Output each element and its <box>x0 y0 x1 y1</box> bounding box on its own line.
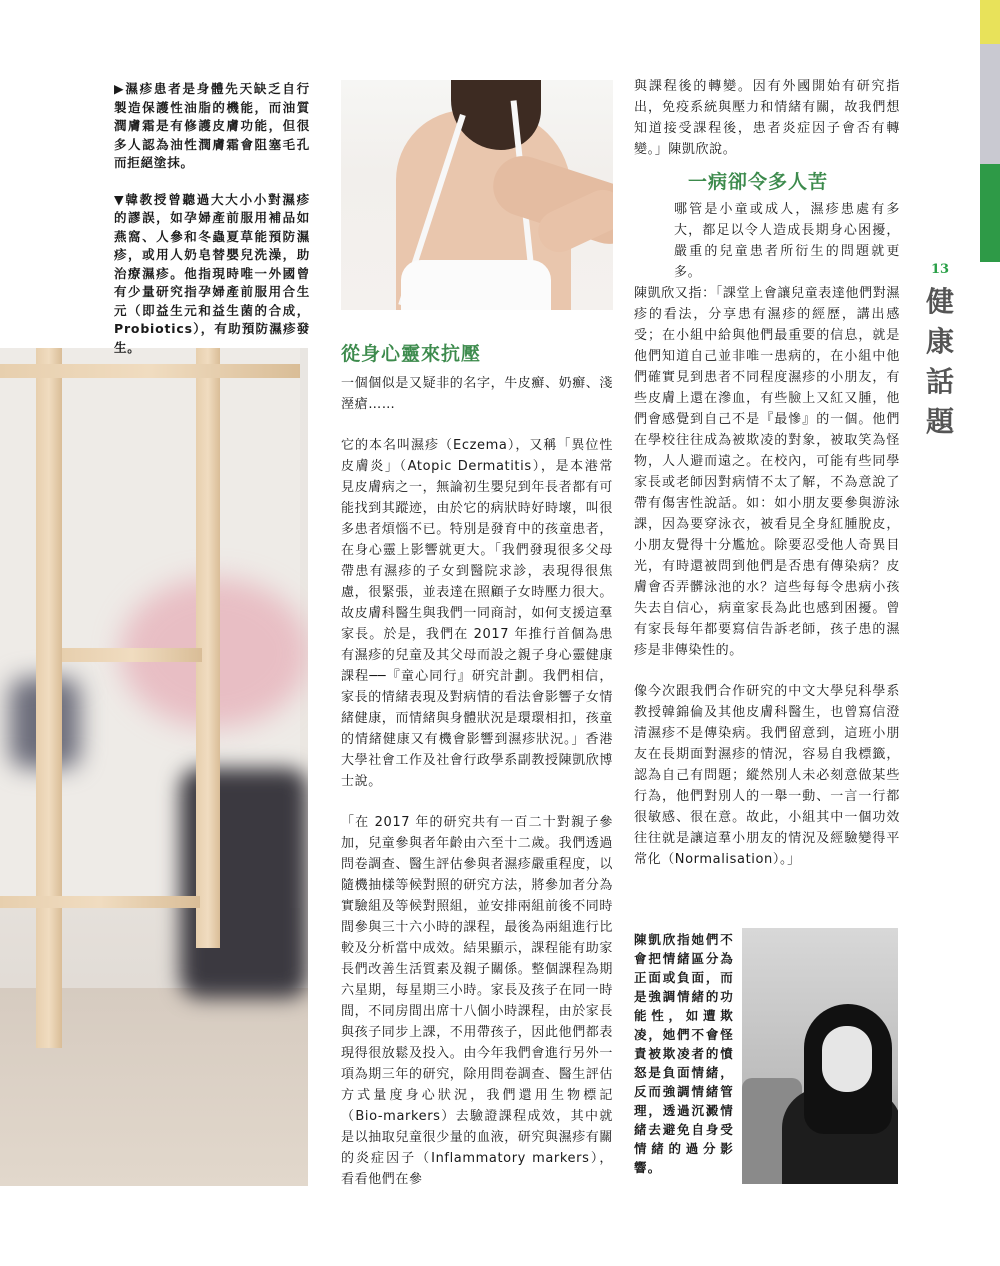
right-intro: 與課程後的轉變。因有外國開始有研究指出，免疫系統與壓力和情緒有關，故我們想知道接受課程後，患者炎症因子會否有轉變。」陳凱欣說。 <box>634 79 900 157</box>
middle-paragraph-1: 一個個似是又疑非的名字，牛皮癬、奶癬、淺溼瘡…… <box>341 376 614 412</box>
side-note-1: ▶濕疹患者是身體先天缺乏自行製造保護性油脂的機能，而油質潤膚霜是有修護皮膚功能，但很多人認為油性潤膚霜會阻塞毛孔而拒絕塗抹。 <box>114 81 310 170</box>
section-title <box>925 282 955 442</box>
page-number: 13 <box>930 262 950 277</box>
tab-grey <box>980 44 1000 164</box>
heading-mind-body-spirit: 從身心靈來抗壓 <box>341 343 482 365</box>
photo-blurred-room <box>0 348 308 1186</box>
middle-column <box>341 344 613 1190</box>
tab-yellow <box>980 0 1000 44</box>
right-paragraph-3: 像今次跟我們合作研究的中文大學兒科學系教授韓錦倫及其他皮膚科醫生，也曾寫信澄清濕疹不是傳染病。我們留意到，這班小朋友在長期面對濕疹的情況，容易自我標籤，認為自己有問題；縱然別人未必刻意做某些行為，他們對別人的一舉一動、一言一行都很敏感、很在意。故此，小組其中一個功效往往就是讓這羣小朋友的情況及經驗變得平常化（Normalisation）。」 <box>634 684 900 867</box>
right-paragraph-1: 哪管是小童或成人，濕疹患處有多大，都足以令人造成長期身心困擾，嚴重的兒童患者所衍生的問題就更多。 <box>674 202 900 280</box>
middle-paragraph-3: 「在 2017 年的研究共有一百二十對親子參加，兒童參與者年齡由六至十二歲。我們透過問卷調查、醫生評估參與者濕疹嚴重程度，以隨機抽樣等候對照的研究方法，將參加者分為實驗組及等候對照組，並安排兩組前後不同時間參與三十六小時的課程，最後為兩組進行比較及分析當中成效。結果顯示，課程能有助家長們改善生活質素及親子關係。整個課程為期六星期，每星期三小時。家長及孩子在同一時間，不同房間出席十八個小時課程，由於家長與孩子同步上課，不用帶孩子，因此他們都表現得很放鬆及投入。由今年我們會進行另外一項為期三年的研究，除用問卷調查、醫生評估方式量度身心狀況，我們還用生物標記（Bio-markers）去驗證課程成效，其中就是以抽取兒童很少量的血液，研究與濕疹有關的炎症因子（Inflammatory markers），看看他們在參 <box>341 815 614 1187</box>
right-column <box>634 76 900 870</box>
section-title-char: 話 <box>925 365 954 398</box>
middle-paragraph-2: 它的本名叫濕疹（Eczema），又稱「異位性皮膚炎」（Atopic Dermatitis），是本港常見皮膚病之一，無論初生嬰兒到年長者都有可能找到其蹤迹，由於它的病狀時好時壞，叫很多患者煩惱不已。特別是發育中的孩童患者，在身心靈上影響就更大。「我們發現很多父母帶患有濕疹的子女到醫院求診，表現得很焦慮，很緊張，並表達在照顧子女時壓力很大。故皮膚科醫生與我們一同商討，如何支援這羣家長。於是，我們在 2017 年推行首個為患有濕疹的兒童及其父母而設之親子身心靈健康課程──『童心同行』研究計劃。我們相信，家長的情緒表現及對病情的看法會影響子女情緒健康，而情緒與身體狀況是環環相扣，孩童的情緒健康又有機會影響到濕疹狀況。」香港大學社會工作及社會行政學系副教授陳凱欣博士說。 <box>341 438 614 789</box>
photo-woman-scratching-arm <box>341 80 613 310</box>
right-paragraph-2: 陳凱欣又指：「課堂上會讓兒童表達他們對濕疹的看法，分享患有濕疹的經歷，講出感受；在小組中給與他們最重要的信息，就是他們知道自己並非唯一患病的，在小組中他們確實見到患者不同程度濕疹的小朋友，有些皮膚上還在滲血，有些臉上又紅又腫，他們會感覺到自己不是『最慘』的一個。他們在學校往往成為被欺凌的對象，被取笑為怪物，人人避而遠之。在校內，可能有些同學家長或老師因對病情不太了解，不為意說了帶有傷害性說話。如：如小朋友要參與游泳課，因為要穿泳衣，被看見全身紅腫脫皮，小朋友覺得十分尷尬。除要忍受他人奇異目光，有時還被問到他們是否患有傳染病？皮膚會否弄髒泳池的水？這些每每令患病小孩失去自信心，病童家長為此也感到困擾。曾有家長每年都要寫信告訴老師，孩子患的濕疹是非傳染性的。 <box>634 286 900 658</box>
section-title-char: 康 <box>925 325 954 358</box>
side-note-2: ▼韓教授曾聽過大大小小對濕疹的謬誤，如孕婦產前服用補品如燕窩、人參和冬蟲夏草能預防濕疹，或用人奶皂替嬰兒洗澡，助治療濕疹。他指現時唯一外國曾有少量研究指孕婦產前服用合生元（即益生元和益生菌的合成，Probiotics），有助預防濕疹發生。 <box>114 191 310 355</box>
photo-caption: 陳凱欣指她們不會把情緒區分為正面或負面，而是強調情緒的功能性，如遭欺凌，她們不會怪責被欺凌者的憤怒是負面情緒，反而強調情緒管理，透過沉澱情緒去避免自身受情緒的過分影響。 <box>634 932 734 1175</box>
section-title-char: 題 <box>925 405 954 438</box>
heading-one-illness-many-suffer: 一病卻令多人苦 <box>688 171 829 193</box>
photo-chan-hoi-yan <box>742 928 898 1184</box>
side-note-column <box>114 80 310 357</box>
section-title-char: 健 <box>925 285 954 318</box>
tab-green <box>980 164 1000 262</box>
section-title-text <box>925 282 955 442</box>
